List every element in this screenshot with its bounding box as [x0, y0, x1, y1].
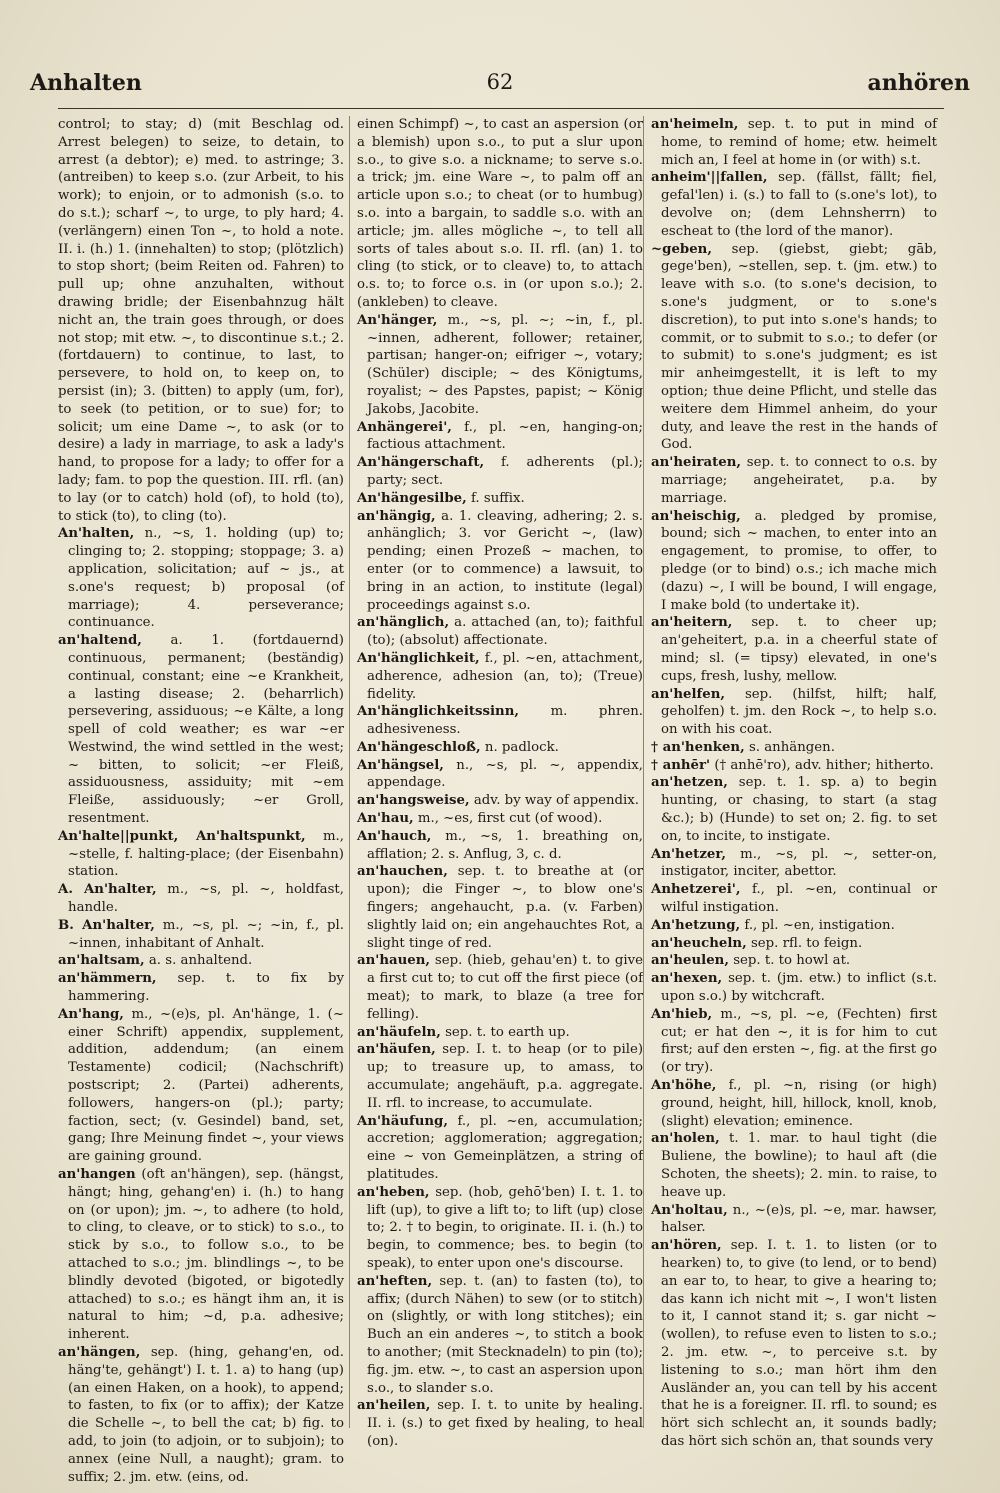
header-left-guideword: Anhalten [30, 70, 142, 96]
entry-definition: f., pl. ~en, continual or wilful instigation. [661, 882, 937, 916]
entry-definition: a. s. anhaltend. [148, 953, 253, 969]
entry-definition: m., ~stelle, f. halting-place; (der Eisenbahn) station. [68, 828, 344, 880]
entry-headword: Anhetzerei', [651, 882, 741, 898]
entry-definition: sep. t. (jm. etw.) to inflict (s.t. upon s.o.) by witchcraft. [661, 971, 938, 1005]
entry-headword: an'häufeln, [357, 1024, 441, 1040]
dictionary-entry [58, 116, 344, 525]
entry-headword: An'halten, [58, 526, 135, 542]
dictionary-entry [651, 881, 937, 917]
entry-definition: sep. I. t. to heap (or to pile) up; to treasure up, to amass, to accumulate; angehäuft, p.a. aggregate. II. rfl. to increase, to accumulate. [367, 1042, 644, 1111]
entry-headword: An'hänglichkeit, [357, 650, 480, 666]
entry-headword: an'heischig, [651, 508, 741, 524]
entry-headword: an'holen, [651, 1131, 720, 1147]
entry-definition: sep. (hing, gehang'en, od. häng'te, gehängt') I. t. 1. a) to hang (up) (an einen Haken, on a hook), to append; to fasten, to fix (or to affix); der Katze die Schelle ~, to bell the cat; b) fig. to add, to join (to adjoin, or to subjoin); to annex (eine Null, a naught); gram. to suffix; 2. jm. etw. (eins, od. [68, 1344, 344, 1485]
column-middle [357, 116, 643, 1451]
dictionary-entry [58, 970, 344, 1006]
entry-definition: sep. (giebst, giebt; gāb, gege'ben), ~stellen, sep. t. (jm. etw.) to leave with s.o. (to s.one's decision, to s.one's judgment, or to s.one's discretion), to put into s.one's hands; to commit, or to submit to s.o.; to defer (or to submit) to s.one's judgment; es ist mir anheimgestellt, it is left to my option; thue deine Pflicht, und stelle das weitere dem Himmel anheim, do your duty, and leave the rest in the hands of God. [661, 241, 937, 453]
entry-headword: an'heulen, [651, 953, 729, 969]
entry-headword: † anhēr' [651, 757, 711, 773]
dictionary-entry [58, 1166, 344, 1344]
dictionary-entry [357, 1024, 643, 1042]
dictionary-entry [357, 1273, 643, 1398]
dictionary-entry [651, 116, 937, 169]
dictionary-entry [651, 739, 937, 757]
entry-definition: sep. t. to put in mind of home, to remind of home; etw. heimelt mich an, I feel at home in (or with) s.t. [661, 117, 937, 168]
entry-definition: f., pl. ~en, accumulation; accretion; agglomeration; aggregation; eine ~ von Gemeinplätzen, a string of platitudes. [367, 1113, 643, 1183]
dictionary-entry [357, 508, 643, 615]
dictionary-entry [651, 169, 937, 240]
dictionary-entry [651, 1006, 937, 1077]
dictionary-entry [651, 935, 937, 953]
column-right [651, 116, 937, 1451]
dictionary-entry [357, 1184, 643, 1273]
entry-definition: m., ~es, first cut (of wood). [417, 811, 603, 827]
entry-headword: ~geben, [651, 241, 712, 257]
entry-definition: n., ~(e)s, pl. ~e, mar. hawser, halser. [661, 1202, 937, 1236]
entry-definition: (oft an'hängen), sep. (hängst, hängt; hing, gehang'en) i. (h.) to hang on (or upon); jm. ~, to adhere (to hold, to cling, to cleave, or to stick) to s.o., to stick by s.o., to follow s.o., to be attached to s.o.; jm. blindlings ~, to be blindly devoted (bigoted, or bigotedly attached) to s.o.; es hängt ihm an, it is natural to him; ~d, p.a. adhesive; inherent. [68, 1167, 344, 1343]
header-rule [58, 108, 944, 109]
dictionary-entry [651, 241, 937, 455]
entry-definition: m., ~s, pl. ~, setter-on, instigator, inciter, abettor. [661, 846, 937, 880]
dictionary-entry [357, 490, 643, 508]
dictionary-entry [357, 757, 643, 793]
entry-headword: † an'henken, [651, 739, 745, 755]
dictionary-entry [58, 917, 344, 953]
entry-headword: An'hänger, [357, 312, 438, 328]
dictionary-entry [58, 525, 344, 632]
entry-definition: sep. t. to cheer up; an'geheitert, p.a. in a cheerful state of mind; sl. (= tipsy) elevated, in one's cups, fresh, lushy, mellow. [661, 615, 938, 684]
entry-definition: († anhē'ro), adv. hither; hitherto. [714, 757, 934, 773]
dictionary-entry [651, 917, 937, 935]
entry-headword: An'hauch, [357, 828, 432, 844]
dictionary-entry [651, 614, 937, 685]
entry-headword: Anhängerei', [357, 419, 452, 435]
entry-headword: An'hängerschaft, [357, 455, 485, 471]
dictionary-entry [58, 1344, 344, 1486]
entry-definition: m., ~s, pl. ~, holdfast, handle. [68, 882, 344, 916]
entry-definition: a. attached (an, to); faithful (to); (absolut) affectionate. [367, 615, 643, 649]
dictionary-entry [357, 703, 643, 739]
dictionary-entry [357, 1397, 643, 1450]
dictionary-entry [651, 757, 937, 775]
dictionary-entry [651, 1202, 937, 1238]
dictionary-entry [651, 508, 937, 615]
entry-definition: sep. (hieb, gehau'en) t. to give a first cut to; to cut off the first piece (of meat); to mark, to blaze (a tree for felling). [367, 953, 643, 1022]
entry-headword: an'hauchen, [357, 864, 448, 880]
dictionary-entry [357, 116, 643, 312]
entry-definition: einen Schimpf) ~, to cast an aspersion (or a blemish) upon s.o., to put a slur upon s.o., to give s.o. a nickname; to serve s.o. a trick; jm. eine Ware ~, to palm off an article upon s.o.; to cheat (or to humbug) s.o. into a bargain, to saddle s.o. with an article; jm. alles mögliche ~, to tell all sorts of tales about s.o. II. rfl. (an) 1. to cling (to stick, or to cleave) to, to attach o.s. to; to force o.s. in (or upon s.o.); 2. (ankleben) to cleave. [357, 117, 643, 310]
dictionary-entry [651, 952, 937, 970]
entry-definition: m., ~s, pl. ~; ~in, f., pl. ~innen, inhabitant of Anhalt. [68, 917, 344, 951]
entry-definition: m., ~s, 1. breathing on, afflation; 2. s. Anflug, 3, c. d. [367, 828, 643, 862]
entry-definition: t. 1. mar. to haul tight (die Buliene, the bowline); to haul aft (die Schoten, the sheets); 2. min. to raise, to heave up. [661, 1131, 937, 1200]
entry-headword: An'höhe, [651, 1078, 717, 1094]
dictionary-entry [58, 632, 344, 828]
entry-definition: m., ~s, pl. ~e, (Fechten) first cut; er hat den ~, it is for him to cut first; auf den ersten ~, fig. at the first go (or try). [661, 1006, 937, 1076]
entry-definition: f. adherents (pl.); party; sect. [367, 455, 643, 488]
entry-headword: An'hängsel, [357, 757, 444, 773]
entry-definition: n. padlock. [484, 739, 559, 755]
entry-headword: an'heben, [357, 1184, 430, 1200]
entry-headword: An'hängesilbe, [357, 490, 467, 506]
entry-definition: sep. (fällst, fällt; fiel, gefal'len) i. (s.) to fall to (s.one's lot), to devolve on; (dem Lehnsherrn) to escheat to (the lord of the manor). [661, 170, 937, 239]
entry-definition: n., ~s, 1. holding (up) to; clinging to; 2. stopping; stoppage; 3. a) application, solicitation; auf ~ js., at s.one's request; b) proposal (of marriage); 4. perseverance; continuance. [68, 526, 344, 631]
entry-headword: An'halte||punkt, An'haltspunkt, [58, 828, 306, 844]
entry-headword: an'heimeln, [651, 117, 739, 132]
entry-headword: An'hau, [357, 811, 414, 827]
entry-headword: An'hieb, [651, 1006, 713, 1022]
entry-headword: an'heiraten, [651, 455, 742, 471]
page-number: 62 [486, 70, 514, 94]
entry-definition: sep. t. 1. sp. a) to begin hunting, or chasing, to start (a stag &c.); b) (Hunde) to set on; 2. fig. to set on, to incite, to instigate. [661, 775, 937, 844]
running-header [30, 70, 970, 102]
entry-definition: sep. (hilfst, hilft; half, geholfen) t. jm. den Rock ~, to help s.o. on with his coat. [661, 686, 937, 738]
entry-definition: m., ~s, pl. ~; ~in, f., pl. ~innen, adherent, follower; retainer, partisan; hanger-on; eifriger ~, votary; (Schüler) disciple; ~ des Königtums, royalist; ~ des Papstes, papist; ~ König Jakobs, Jacobite. [367, 312, 643, 417]
dictionary-entry [357, 828, 643, 864]
entry-definition: sep. t. to connect to o.s. by marriage; angeheiratet, p.a. by marriage. [661, 455, 937, 506]
entry-definition: sep. (hob, gehō'ben) I. t. 1. to lift (up), to give a lift to; to lift (up) close to; 2. † to begin, to originate. II. i. (h.) to begin, to commence; bes. to begin (to speak), to enter upon one's discourse. [367, 1184, 643, 1271]
entry-headword: B. An'halter, [58, 917, 155, 933]
dictionary-entry [58, 881, 344, 917]
entry-definition: sep. I. t. 1. to listen (or to hearken) to, to give (to lend, or to bend) an ear to, to hear, to give a hearing to; das kann ich nicht mit ~, I won't listen to it, I cannot stand it; s. gar nicht ~ (wollen), to refuse even to listen to s.o.; 2. jm. etw. ~, to perceive s.t. by listening to s.o.; man hört ihm den Ausländer an, you can tell by his accent that he is a foreigner. II. rfl. to sound; es hört sich schlecht an, it sounds badly; das hört sich schön an, that sounds very [661, 1238, 937, 1449]
column-divider-2 [643, 116, 644, 1428]
entry-headword: an'häufen, [357, 1042, 436, 1058]
entry-headword: an'hängig, [357, 508, 436, 524]
entry-headword: an'hören, [651, 1238, 722, 1254]
dictionary-entry [58, 952, 344, 970]
dictionary-entry [651, 454, 937, 507]
entry-headword: an'hänglich, [357, 615, 450, 631]
entry-headword: an'hangsweise, [357, 793, 470, 809]
entry-headword: an'hangen [58, 1167, 136, 1183]
entry-headword: an'haltend, [58, 633, 142, 649]
entry-headword: an'hetzen, [651, 775, 728, 791]
dictionary-entry [651, 686, 937, 739]
entry-headword: An'häufung, [357, 1113, 448, 1129]
entry-headword: A. An'halter, [58, 882, 157, 898]
dictionary-entry [651, 1077, 937, 1130]
entry-headword: an'hämmern, [58, 971, 157, 987]
entry-headword: An'holtau, [651, 1202, 728, 1218]
entry-definition: f. suffix. [470, 490, 525, 506]
entry-definition: m. phren. adhesiveness. [367, 704, 644, 738]
dictionary-entry [651, 970, 937, 1006]
entry-definition: f., pl. ~en, instigation. [744, 917, 895, 933]
dictionary-entry [357, 650, 643, 703]
dictionary-entry [357, 312, 643, 419]
entry-definition: s. anhängen. [748, 739, 835, 755]
header-right-guideword: anhören [867, 70, 970, 96]
dictionary-entry [357, 863, 643, 952]
entry-definition: n., ~s, pl. ~, appendix, appendage. [367, 757, 643, 791]
entry-headword: An'hetzer, [651, 846, 727, 862]
entry-headword: An'hang, [58, 1006, 124, 1022]
column-divider-1 [349, 116, 350, 1428]
entry-headword: an'haltsam, [58, 953, 145, 969]
entry-definition: control; to stay; d) (mit Beschlag od. Arrest belegen) to seize, to detain, to arrest (a debtor); e) med. to astringe; 3. (antreiben) to keep s.o. (zur Arbeit, to his work); to enjoin, or to admonish (s.o. to do s.t.); scharf ~, to urge, to ply hard; 4. (verlängern) einen Ton ~, to hold a note. II. i. (h.) 1. (innehalten) to stop; (plötzlich) to stop short; (beim Reiten od. Fahren) to pull up; ohne anzuhalten, without drawing bridle; der Eisenbahnzug hält nicht an, the train goes through, or does not stop; mit etw. ~, to discontinue s.t.; 2. (fortdauern) to continue, to last, to persevere, to hold on, to keep on, to persist (in); 3. (bitten) to apply (um, for), to seek (to petition, or to sue) for; to solicit; um eine Dame ~, to ask (or to desire) a lady in marriage, to ask a lady's hand, to propose for a lady; to offer for a lady; fam. to pop the question. III. rfl. (an) to lay (or to catch) hold (of), to hold (to), to stick (to), to cling (to). [58, 117, 344, 524]
dictionary-entry [357, 810, 643, 828]
entry-definition: a. 1. cleaving, adhering; 2. s. anhänglich; 3. vor Gericht ~, (law) pending; einen Prozeß ~ machen, to enter (or to commence) a lawsuit, to bring in an action, to institute (legal) proceedings against s.o. [367, 508, 644, 613]
entry-headword: an'helfen, [651, 686, 726, 702]
entry-definition: adv. by way of appendix. [473, 793, 640, 809]
entry-headword: an'heilen, [357, 1398, 431, 1414]
entry-headword: an'heucheln, [651, 935, 747, 951]
dictionary-entry [651, 846, 937, 882]
entry-headword: An'hetzung, [651, 917, 741, 933]
entry-definition: a. 1. (fortdauernd) continuous, permanent; (beständig) continual, constant; eine ~e Krankheit, a lasting disease; 2. (beharrlich) persevering, assiduous; ~e Kälte, a long spell of cold weather; es war ~er Westwind, the wind settled in the west; ~ bitten, to solicit; ~er Fleiß, assiduousness, assiduity; mit ~em Fleiße, assiduously; ~er Groll, resentment. [68, 633, 344, 827]
column-left [58, 116, 344, 1486]
entry-headword: An'hänglichkeitssinn, [357, 704, 520, 720]
dictionary-entry [357, 454, 643, 490]
entry-headword: an'heitern, [651, 615, 733, 631]
entry-definition: sep. t. to earth up. [445, 1024, 570, 1040]
dictionary-entry [357, 1113, 643, 1184]
dictionary-entry [357, 614, 643, 650]
dictionary-entry [357, 1041, 643, 1112]
dictionary-entry [651, 1130, 937, 1201]
entry-definition: m., ~(e)s, pl. An'hänge, 1. (~ einer Schrift) appendix, supplement, addition, addendum; (an einem Testamente) codicil; (Nachschrift) postscript; 2. (Partei) adherents, followers, hangers-on (pl.); party; faction, sect; (v. Gesindel) band, set, gang; Ihre Meinung findet ~, your views are gaining ground. [68, 1006, 344, 1165]
dictionary-entry [651, 774, 937, 845]
entry-definition: sep. t. to fix by hammering. [68, 971, 344, 1005]
entry-definition: f., pl. ~en, attachment, adherence, adhesion (an, to); (Treue) fidelity. [367, 650, 643, 702]
entry-definition: f., pl. ~en, hanging-on; factious attachment. [367, 419, 644, 453]
dictionary-entry [357, 792, 643, 810]
entry-headword: an'hexen, [651, 971, 723, 987]
entry-definition: sep. t. (an) to fasten (to), to affix; (durch Nähen) to sew (or to stitch) on (slightly, or with long stitches); ein Buch an ein anderes ~, to stitch a book to another; (mit Stecknadeln) to pin (to); fig. jm. etw. ~, to cast an aspersion upon s.o., to slander s.o. [367, 1273, 643, 1396]
entry-headword: an'hängen, [58, 1344, 141, 1360]
entry-definition: sep. t. to breathe at (or upon); die Finger ~, to blow one's fingers; angehaucht, p.a. (v. Farben) slightly laid on; ein angehauchtes Rot, a slight tinge of red. [367, 864, 644, 951]
entry-headword: an'heften, [357, 1273, 433, 1289]
dictionary-entry [651, 1237, 937, 1451]
dictionary-entry [58, 828, 344, 881]
entry-headword: an'hauen, [357, 953, 431, 969]
entry-definition: sep. rfl. to feign. [750, 935, 863, 951]
entry-headword: anheim'||fallen, [651, 170, 768, 186]
dictionary-entry [58, 1006, 344, 1166]
entry-definition: sep. I. t. to unite by healing. II. i. (s.) to get fixed by healing, to heal (on). [367, 1398, 643, 1449]
entry-definition: sep. t. to howl at. [733, 953, 851, 969]
entry-definition: a. pledged by promise, bound; sich ~ machen, to enter into an engagement, to promise, to offer, to pledge (or to bind) o.s.; ich mache mich (dazu) ~, I will be bound, I will engage, I make bold (to undertake it). [661, 508, 937, 613]
dictionary-entry [357, 739, 643, 757]
entry-definition: f., pl. ~n, rising (or high) ground, height, hill, hillock, knoll, knob, (slight) elevation; eminence. [661, 1078, 937, 1129]
dictionary-entry [357, 952, 643, 1023]
entry-headword: An'hängeschloß, [357, 739, 481, 755]
dictionary-entry [357, 419, 643, 455]
